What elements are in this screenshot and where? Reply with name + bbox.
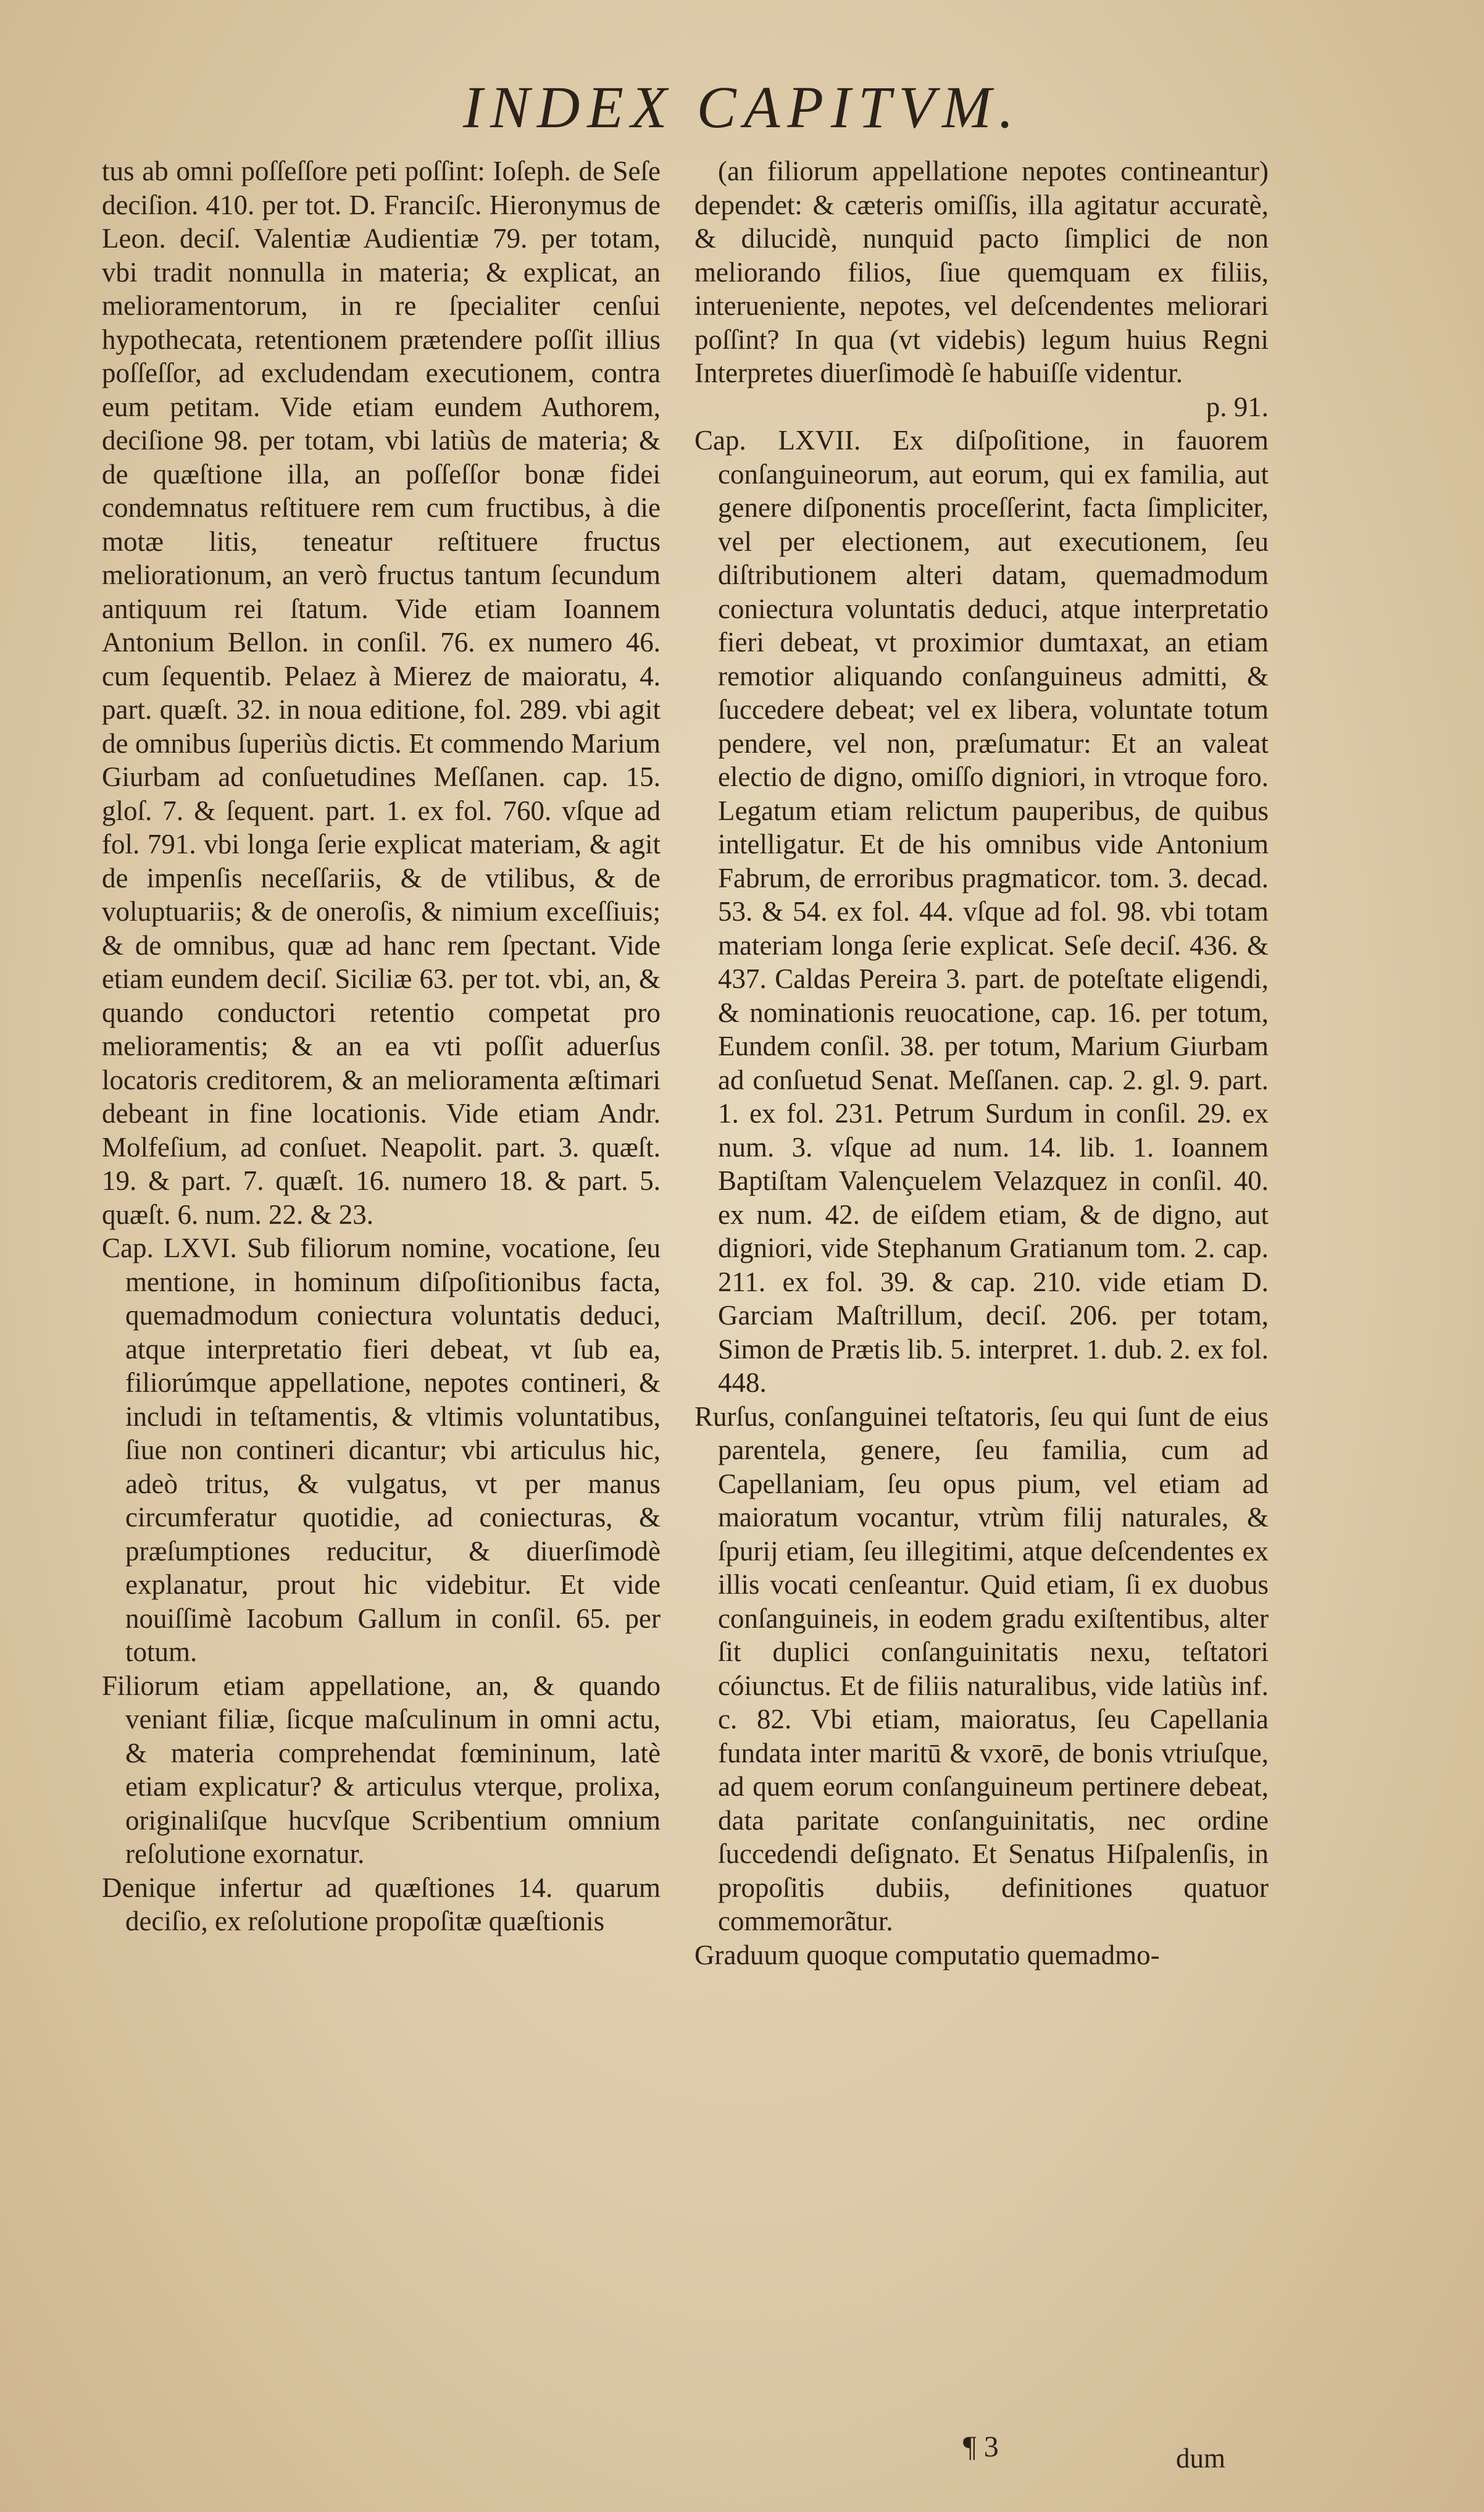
chapter-entry: Cap. LXVI. Sub filiorum nomine, vocatione, ſeu mentione, in hominum diſpoſitionibus facta, quemadmodum coniectura voluntatis deduci, atque interpretatio fieri debeat, vt ſub ea, filiorúmque appellatione, nepotes contineri, & includi in teſtamentis, & vltimis voluntatibus, ſiue non contineri dicantur; vbi articulus hic, adeò tritus, & vulgatus, vt per manus circumferatur quotidie, ad coniecturas, & præſumptiones reducitur, & diuerſimodè explanatur, prout hic videbitur. Et vide nouiſſimè Iacobum Gallum in conſil. 65. per totum. <box>102 1233 661 1667</box>
paragraph: (an filiorum appellatione nepotes contineantur) dependet: & cæteris omiſſis, illa agitatur accuratè, & dilucidè, nunquid pacto ſimplici de non meliorando filios, ſiue quemquam ex filiis, interueniente, nepotes, vel deſcendentes meliorari poſſint? In qua (vt videbis) legum huius Regni Interpretes diuerſimodè ſe habuiſſe videntur. <box>694 156 1269 388</box>
left-column <box>102 154 661 1938</box>
page-reference: p. 91. <box>1206 391 1269 422</box>
paragraph: Graduum quoque computatio quemadmo- <box>694 1939 1160 1970</box>
paragraph: tus ab omni poſſeſſore peti poſſint: Ioſeph. de Seſe deciſion. 410. per tot. D. Franciſc. Hieronymus de Leon. deciſ. Valentiæ Audientiæ 79. per totam, vbi tradit nonnulla in materia; & explicat, an melioramentorum, in re ſpecialiter cenſui hypothecata, retentionem prætendere poſſit illius poſſeſſor, ad excludendam executionem, contra eum petitam. Vide etiam eundem Authorem, deciſione 98. per totam, vbi latiùs de materia; & de quæſtione illa, an poſſeſſor bonæ fidei condemnatus reſtituere rem cum fructibus, à die motæ litis, teneatur reſtituere fructus meliorationum, an verò fructus tantum ſecundum antiquum rei ſtatum. Vide etiam Ioannem Antonium Bellon. in conſil. 76. ex numero 46. cum ſequentib. Pelaez à Mierez de maioratu, 4. part. quæſt. 32. in noua editione, fol. 289. vbi agit de omnibus ſuperiùs dictis. Et commendo Marium Giurbam ad conſuetudines Meſſanen. cap. 15. gloſ. 7. & ſequent. part. 1. ex fol. 760. vſque ad fol. 791. vbi longa ſerie explicat materiam, & agit de impenſis neceſſariis, & de vtilibus, & de voluptuariis; & de oneroſis, & nimium exceſſiuis; & de omnibus, quæ ad hanc rem ſpectant. Vide etiam eundem deciſ. Siciliæ 63. per tot. vbi, an, & quando conductori retentio competat pro melioramentis; & an ea vti poſſit aduerſus locatoris creditorem, & an melioramenta æſtimari debeant in fine locationis. Vide etiam Andr. Molfeſium, ad conſuet. Neapolit. part. 3. quæſt. 19. & part. 7. quæſt. 16. numero 18. & part. 5. quæſt. 6. num. 22. & 23. <box>102 156 661 1230</box>
running-title: INDEX CAPITVM. <box>463 74 1021 140</box>
paragraph: Rurſus, conſanguinei teſtatoris, ſeu qui ſunt de eius parentela, genere, ſeu familia, cum ad Capellaniam, ſeu opus pium, vel etiam ad maioratum vocantur, vtrùm filij naturales, & ſpurij etiam, ſeu illegitimi, atque deſcendentes ex illis vocati cenſeantur. Quid etiam, ſi ex duobus conſanguineis, in eodem gradu exiſtentibus, alter ſit duplici conſanguinitatis nexu, teſtatori cóiunctus. Et de filiis naturalibus, vide latiùs inf. c. 82. Vbi etiam, maioratus, ſeu Capellania fundata inter maritū & vxorē, de bonis vtriuſque, ad quem eorum conſanguineum pertinere debeat, data paritate conſanguinitatis, nec ordine ſuccedendi deſignato. Et Senatus Hiſpalenſis, in propoſitis dubiis, definitiones quatuor commemorãtur. <box>694 1400 1269 1936</box>
paragraph: Denique infertur ad quæſtiones 14. quarum deciſio, ex reſolutione propoſitæ quæſtionis <box>102 1872 661 1936</box>
right-column <box>694 154 1269 1972</box>
chapter-entry: Cap. LXVII. Ex diſpoſitione, in fauorem conſanguineorum, aut eorum, qui ex familia, aut genere diſponentis proceſſerint, facta ſimpliciter, vel per electionem, aut executionem, ſeu diſtributionem alteri datam, quemadmodum coniectura voluntatis deduci, atque interpretatio fieri debeat, vt proximior dumtaxat, an etiam remotior aliquando conſanguineus admitti, & ſuccedere debeat; vel ex libera, voluntate totum pendere, vel non, præſumatur: Et an valeat electio de digno, omiſſo digniori, in vtroque foro. Legatum etiam relictum pauperibus, de quibus intelligatur. Et de his omnibus vide Antonium Fabrum, de erroribus pragmaticor. tom. 3. decad. 53. & 54. ex fol. 44. vſque ad fol. 98. vbi totam materiam longa ſerie explicat. Seſe deciſ. 436. & 437. Caldas Pereira 3. part. de poteſtate eligendi, & nominationis reuocatione, cap. 16. per totum, Eundem conſil. 38. per totum, Marium Giurbam ad conſuetud Senat. Meſſanen. cap. 2. gl. 9. part. 1. ex fol. 231. Petrum Surdum in conſil. 29. ex num. 3. vſque ad num. 14. lib. 1. Ioannem Baptiſtam Valençuelem Velazquez in conſil. 40. ex num. 42. de eiſdem etiam, & de digno, aut digniori, vide Stephanum Gratianum tom. 2. cap. 211. ex fol. 39. & cap. 210. vide etiam D. Garciam Maſtrillum, deciſ. 206. per totam, Simon de Prætis lib. 5. interpret. 1. dub. 2. ex fol. 448. <box>694 425 1269 1398</box>
signature-mark: ¶ 3 <box>963 2430 999 2463</box>
catchword: dum <box>1176 2443 1226 2474</box>
paragraph: Filiorum etiam appellatione, an, & quando veniant filiæ, ſicque maſculinum in omni actu, & materia comprehendat fœmininum, latè etiam explicatur? & articulus vterque, prolixa, originaliſque hucvſque Scribentium omnium reſolutione exornatur. <box>102 1670 661 1869</box>
